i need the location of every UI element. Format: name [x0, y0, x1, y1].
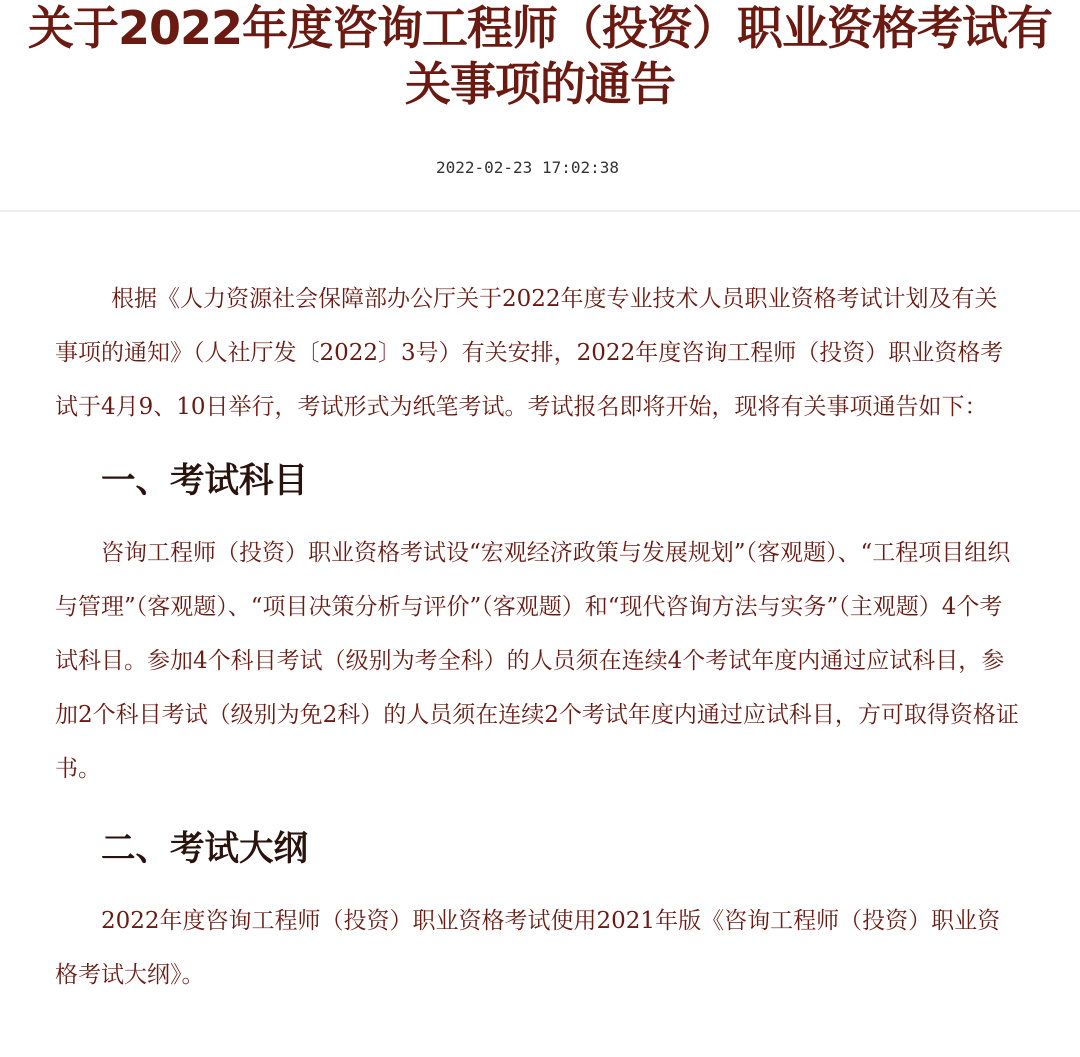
section-heading-exam-subjects: 一、考试科目 [101, 461, 308, 501]
publish-time: 2022-02-23 17:02:38 [435, 158, 620, 177]
page-title-line-1: 关于2022年度咨询工程师（投资）职业资格考试有 [27, 1, 1053, 55]
article-body [55, 272, 1020, 1028]
page-title-line-2: 关事项的通告 [405, 57, 675, 111]
page-title [0, 0, 1080, 112]
header-divider [0, 210, 1080, 212]
section-heading-exam-syllabus: 二、考试大纲 [101, 829, 308, 869]
section-body-exam-syllabus: 2022年度咨询工程师（投资）职业资格考试使用2021年版《咨询工程师（投资）职业资格考试大纲》。 [55, 908, 1001, 988]
intro-paragraph: 根据《人力资源社会保障部办公厅关于2022年度专业技术人员职业资格考试计划及有关事项的通知》（人社厅发〔2022〕3号）有关安排，2022年度咨询工程师（投资）职业资格考试于4月9、10日举行，考试形式为纸笔考试。考试报名即将开始，现将有关事项通告如下： [55, 286, 1004, 420]
section-body-exam-subjects: 咨询工程师（投资）职业资格考试设“宏观经济政策与发展规划”（客观题）、“工程项目组织与管理”（客观题）、“项目决策分析与评价”（客观题）和“现代咨询方法与实务”（主观题）4个考试科目。参加4个科目考试（级别为考全科）的人员须在连续4个考试年度内通过应试科目，参加2个科目考试（级别为免2科）的人员须在连续2个考试年度内通过应试科目，方可取得资格证书。 [55, 540, 1019, 782]
